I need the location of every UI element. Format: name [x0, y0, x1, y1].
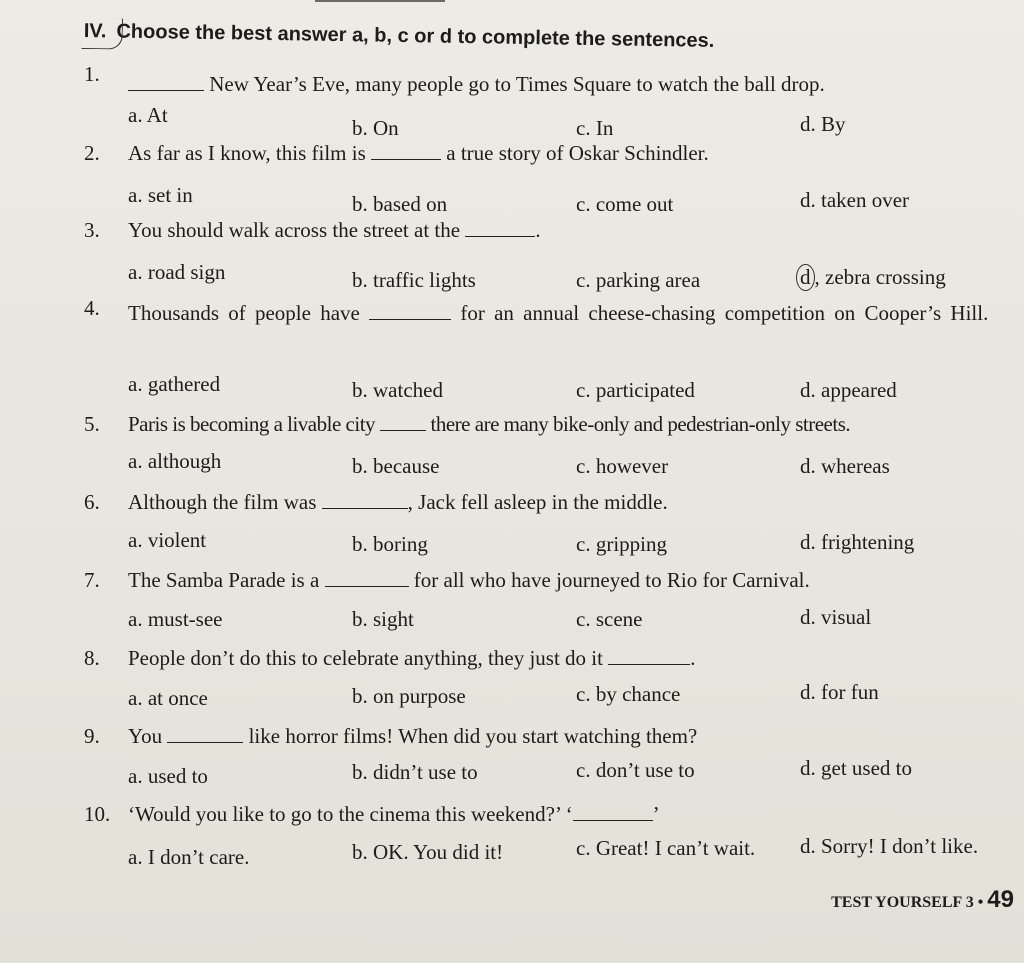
option-c: c. gripping: [576, 532, 667, 556]
question-number: 7.: [84, 568, 100, 592]
question-text-before: ‘Would you like to go to the cinema this weekend?’ ‘: [128, 802, 573, 826]
answer-blank: [167, 726, 243, 743]
question-text-after: a true story of Oskar Schindler.: [441, 141, 709, 165]
option-c: c. participated: [576, 378, 695, 402]
question-text-after: for an annual cheese-chasing competition on Cooper’s Hill.: [451, 301, 989, 325]
section-number: IV.: [83, 20, 107, 43]
option-a: a. gathered: [128, 372, 221, 396]
question-text: [128, 802, 660, 827]
option-c: c. don’t use to: [576, 758, 695, 782]
question-text-after: .: [535, 218, 541, 242]
question-text-before: Thousands of people have: [128, 301, 370, 325]
answer-blank: [608, 648, 690, 665]
question-number: 4.: [84, 296, 100, 320]
answer-blank: [325, 570, 409, 587]
option-d-text: , zebra crossing: [814, 265, 946, 289]
option-d: d. taken over: [800, 188, 910, 212]
question-text: [128, 412, 850, 437]
page-footer: [831, 886, 1014, 914]
question-text-after: .: [690, 646, 696, 670]
question-text: [128, 141, 709, 166]
option-d: d. visual: [800, 605, 872, 629]
divider: [315, 0, 445, 2]
option-d: d. get used to: [800, 756, 912, 780]
footer-label: TEST YOURSELF 3 •: [831, 894, 984, 911]
option-d: d. By: [800, 112, 846, 136]
question-text-after: , Jack fell asleep in the middle.: [407, 490, 668, 514]
section-instruction: Choose the best answer a, b, c or d to complete the sentences.: [116, 20, 715, 52]
question-text-before: The Samba Parade is a: [128, 568, 325, 592]
answer-blank: [369, 303, 451, 320]
question-text: [128, 568, 810, 593]
question-text-before: People don’t do this to celebrate anything, they just do it: [128, 646, 609, 670]
option-b: b. watched: [352, 378, 443, 402]
option-a: a. road sign: [128, 260, 226, 284]
option-b: b. traffic lights: [352, 268, 476, 292]
section-heading: [84, 20, 715, 53]
answer-blank: [128, 74, 204, 91]
answer-blank: [371, 143, 441, 160]
pen-mark: [82, 18, 123, 50]
question-number: 9.: [84, 724, 100, 748]
option-a: a. I don’t care.: [128, 845, 250, 869]
question-number: 6.: [84, 490, 100, 514]
option-a: a. must-see: [128, 607, 223, 631]
answer-blank: [465, 220, 535, 237]
option-b: b. based on: [352, 192, 448, 216]
option-a: a. used to: [128, 764, 208, 788]
page-number: 49: [987, 886, 1014, 913]
option-a: a. at once: [128, 686, 208, 710]
question-number: 8.: [84, 646, 100, 670]
option-d: d. Sorry! I don’t like.: [800, 834, 979, 858]
option-d: d. frightening: [800, 530, 915, 554]
option-d: d. appeared: [800, 378, 897, 402]
answer-blank: [380, 414, 426, 431]
option-d: d. for fun: [800, 680, 879, 704]
option-d: d. whereas: [800, 454, 890, 478]
option-c: c. Great! I can’t wait.: [576, 836, 756, 860]
option-a: a. although: [128, 449, 222, 473]
question-number: 1.: [84, 62, 100, 86]
question-text: [128, 296, 1018, 330]
question-text-before: Paris is becoming a livable city: [128, 412, 380, 436]
option-c: c. parking area: [576, 268, 701, 292]
option-c: c. however: [576, 454, 669, 478]
question-number: 5.: [84, 412, 100, 436]
option-b: b. on purpose: [352, 684, 466, 708]
option-b: b. didn’t use to: [352, 760, 478, 784]
question-text: [128, 646, 695, 671]
option-b: b. OK. You did it!: [352, 840, 504, 864]
question-text-after: New Year’s Eve, many people go to Times Square to watch the ball drop.: [204, 72, 825, 96]
option-b: b. On: [352, 116, 399, 140]
option-a: a. set in: [128, 183, 193, 207]
answer-blank: [322, 492, 408, 509]
option-a: a. At: [128, 103, 168, 127]
question-text: [128, 218, 541, 243]
question-text-before: As far as I know, this film is: [128, 141, 372, 165]
option-c: c. by chance: [576, 682, 681, 706]
option-b: b. boring: [352, 532, 428, 556]
question-text-before: Although the film was: [128, 490, 322, 514]
option-d-circled: [800, 264, 946, 291]
question-text-after: for all who have journeyed to Rio for Carnival.: [408, 568, 810, 592]
question-text-after: like horror films! When did you start watching them?: [243, 724, 698, 748]
circled-answer-mark: d: [796, 264, 815, 291]
question-text-after: ’: [652, 802, 660, 826]
option-c: c. scene: [576, 607, 643, 631]
answer-blank: [573, 804, 653, 821]
question-text-after: there are many bike-only and pedestrian-only streets.: [425, 412, 851, 436]
question-text: [128, 724, 697, 749]
option-a: a. violent: [128, 528, 207, 552]
question-number: 10.: [84, 802, 111, 826]
question-text: [128, 490, 668, 515]
question-text: [128, 72, 825, 97]
question-text-before: You should walk across the street at the: [128, 218, 466, 242]
option-c: c. come out: [576, 192, 674, 216]
question-number: 2.: [84, 141, 100, 165]
option-c: c. In: [576, 116, 614, 140]
question-number: 3.: [84, 218, 100, 242]
option-b: b. because: [352, 454, 440, 478]
option-b: b. sight: [352, 607, 414, 631]
question-text-before: You: [128, 724, 168, 748]
